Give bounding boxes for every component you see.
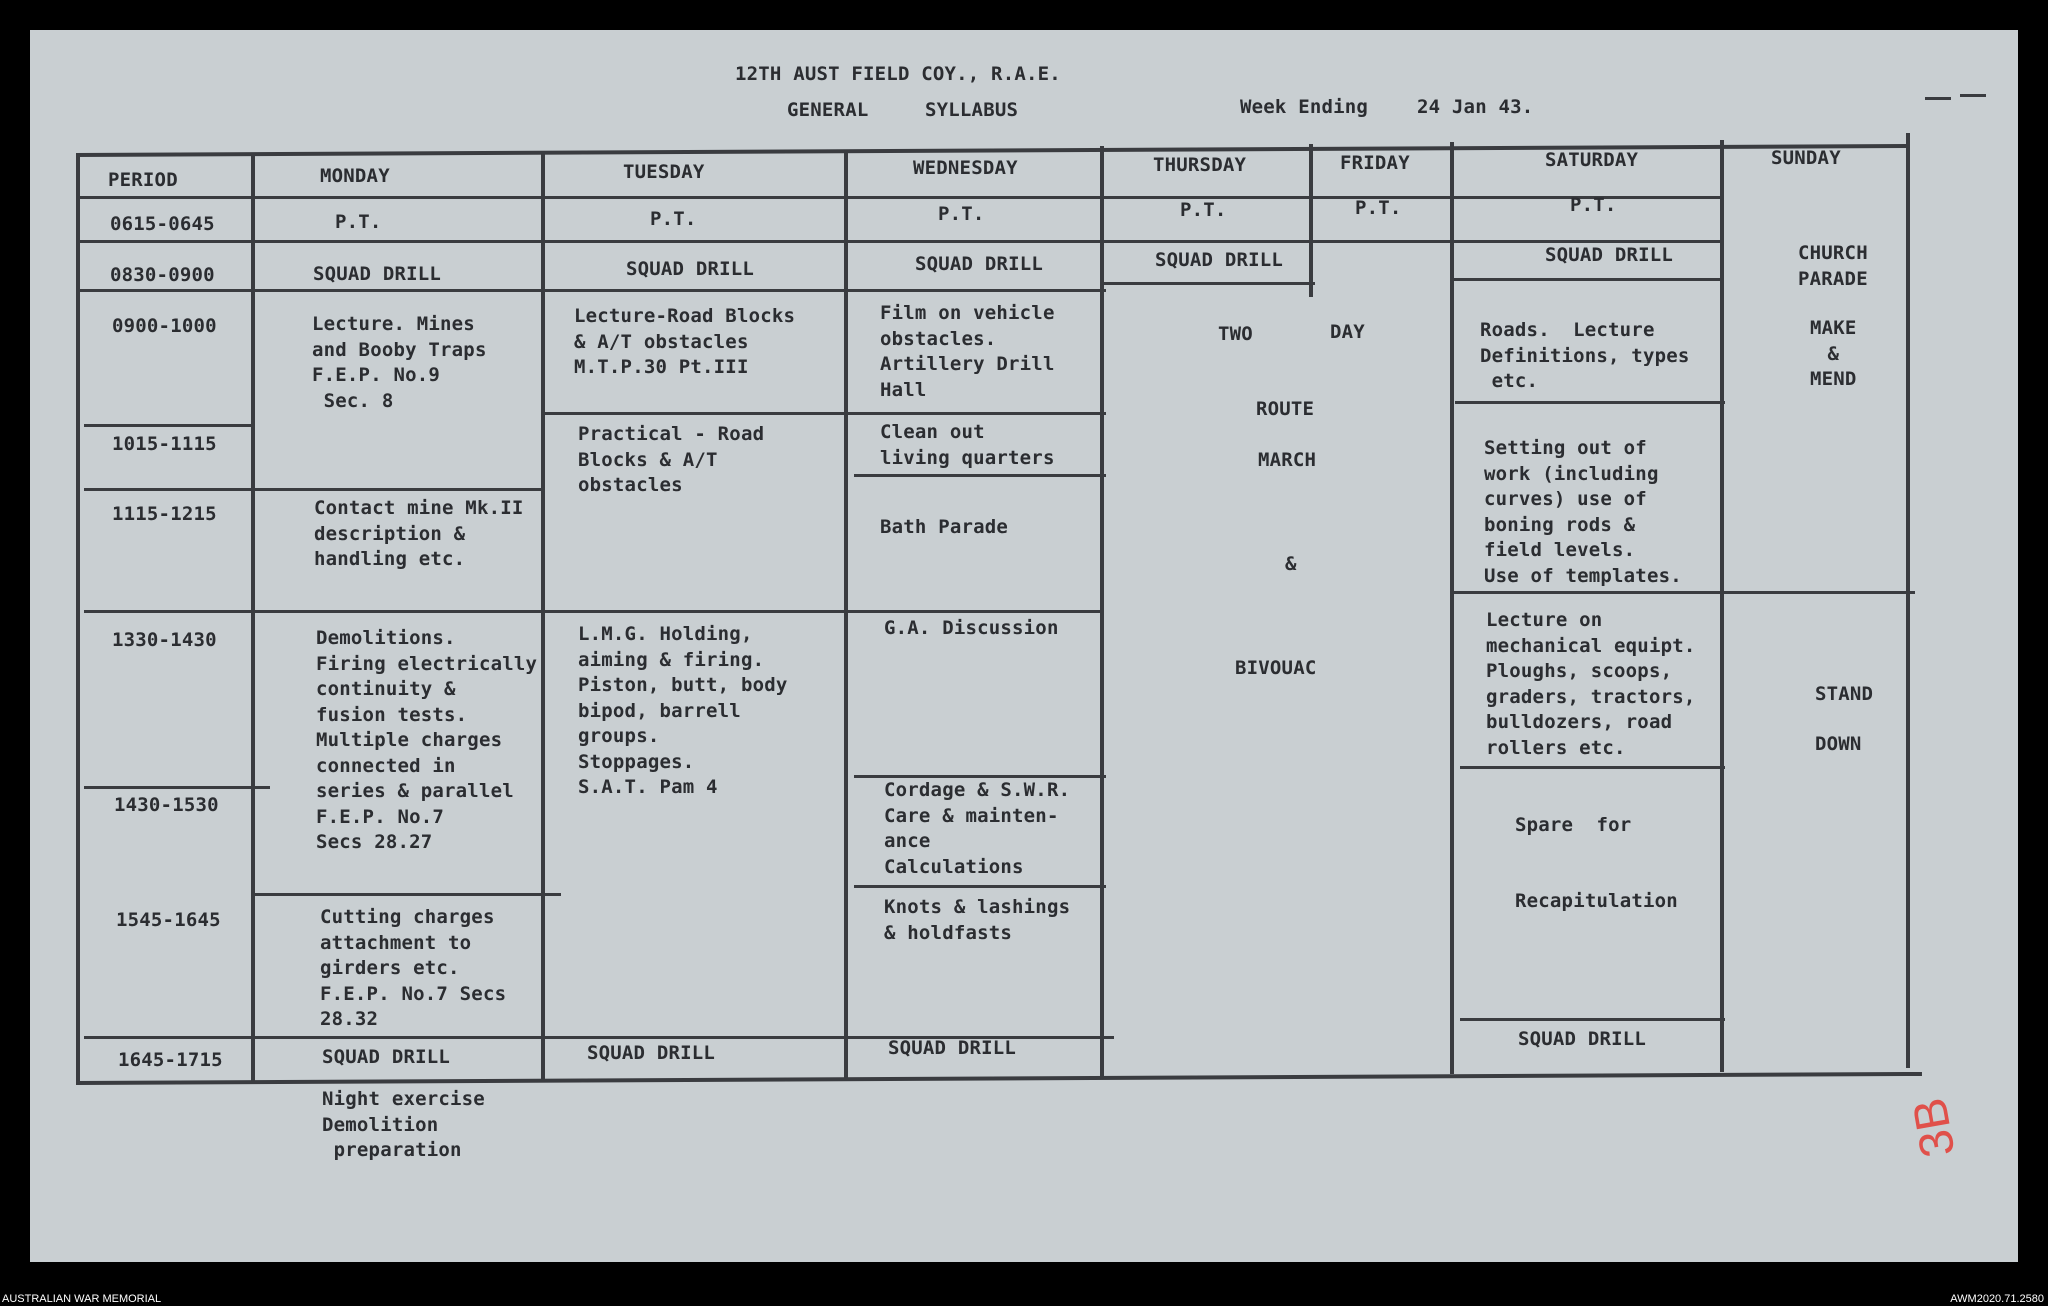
cell-sun-down: DOWN xyxy=(1815,733,1862,755)
cell-tue-1645: SQUAD DRILL xyxy=(587,1042,716,1064)
cell-sun-church: CHURCH PARADE xyxy=(1798,242,1868,290)
cell-sat-1645: SQUAD DRILL xyxy=(1518,1028,1647,1050)
week-ending-date: 24 Jan 43. xyxy=(1417,96,1534,118)
table-left-border xyxy=(76,153,80,1083)
cell-thu-pt: P.T. xyxy=(1180,199,1227,221)
cell-sat-0900: Roads. Lecture Definitions, types etc. xyxy=(1480,319,1690,392)
period-label: 0615-0645 xyxy=(110,213,215,235)
header-saturday: SATURDAY xyxy=(1545,149,1639,171)
cell-mon-1645: SQUAD DRILL xyxy=(322,1046,451,1068)
footer-institution: AUSTRALIAN WAR MEMORIAL xyxy=(2,1293,162,1305)
row-sep xyxy=(1460,766,1725,769)
header-friday: FRIDAY xyxy=(1340,152,1410,174)
header-tuesday: TUESDAY xyxy=(623,161,705,183)
row-sep xyxy=(541,412,1106,415)
cell-wed-0900: Film on vehicle obstacles. Artillery Drill Hall xyxy=(880,302,1055,401)
cell-wed-squad: SQUAD DRILL xyxy=(915,253,1044,275)
period-label: 1115-1215 xyxy=(112,503,217,525)
route-march-bivouac: BIVOUAC xyxy=(1235,657,1317,679)
general-label: GENERAL xyxy=(787,99,869,121)
col-sep xyxy=(1309,144,1313,297)
cell-wed-1015: Clean out living quarters xyxy=(880,421,1055,469)
route-march-two: TWO xyxy=(1218,323,1253,345)
row-sep xyxy=(1450,278,1720,281)
period-label: 0830-0900 xyxy=(110,264,215,286)
cell-sat-pt: P.T. xyxy=(1570,194,1617,216)
header-thursday: THURSDAY xyxy=(1153,154,1247,176)
cell-tue-1330: L.M.G. Holding, aiming & firing. Piston, butt, body bipod, barrell groups. Stoppages. S.A.T. Pam 4 xyxy=(578,623,788,798)
row-sep xyxy=(76,196,1721,199)
cell-wed-1115: Bath Parade xyxy=(880,516,1009,538)
route-march-march: MARCH xyxy=(1258,449,1317,471)
cell-mon-0900: Lecture. Mines and Booby Traps F.E.P. No.9 Sec. 8 xyxy=(312,313,487,412)
cell-sun-stand: STAND xyxy=(1815,683,1874,705)
route-march-day: DAY xyxy=(1330,321,1365,343)
col-sep xyxy=(541,153,545,1082)
period-label: 1645-1715 xyxy=(118,1049,223,1071)
cell-tue-1015: Practical - Road Blocks & A/T obstacles xyxy=(578,423,765,496)
col-sep xyxy=(1450,142,1454,1074)
cell-sat-1015: Setting out of work (including curves) use of boning rods & field levels. Use of templates. xyxy=(1484,437,1682,587)
row-sep xyxy=(1460,1018,1725,1021)
route-march-route: ROUTE xyxy=(1256,398,1315,420)
unit-title: 12TH AUST FIELD COY., R.A.E. xyxy=(735,63,1061,85)
cell-fri-pt: P.T. xyxy=(1355,197,1402,219)
cell-mon-1545: Cutting charges attachment to girders etc. F.E.P. No.7 Secs 28.32 xyxy=(320,906,507,1030)
cell-tue-0900: Lecture-Road Blocks & A/T obstacles M.T.P.30 Pt.III xyxy=(574,305,796,378)
margin-mark xyxy=(1960,94,1986,97)
col-sep xyxy=(1720,140,1724,1072)
cell-wed-1430: Cordage & S.W.R. Care & mainten- ance Calculations xyxy=(884,779,1071,878)
header-wednesday: WEDNESDAY xyxy=(913,157,1018,179)
cell-wed-1330: G.A. Discussion xyxy=(884,617,1059,639)
row-sep xyxy=(84,786,270,789)
route-march-amp: & xyxy=(1285,553,1297,575)
row-sep xyxy=(76,240,1721,243)
cell-mon-1330: Demolitions. Firing electrically continuity & fusion tests. Multiple charges connected in series & parallel F.E.P. No.7 Secs 28.27 xyxy=(316,627,538,853)
cell-sun-make-mend: MAKE & MEND xyxy=(1810,317,1857,390)
period-label: 0900-1000 xyxy=(112,315,217,337)
header-period: PERIOD xyxy=(108,169,178,191)
col-sep xyxy=(251,153,255,1083)
cell-mon-squad: SQUAD DRILL xyxy=(313,263,442,285)
cell-wed-pt: P.T. xyxy=(938,203,985,225)
cell-tue-squad: SQUAD DRILL xyxy=(626,258,755,280)
cell-wed-1645: SQUAD DRILL xyxy=(888,1037,1017,1059)
row-sep xyxy=(84,424,254,427)
footer-accession-number: AWM2020.71.2580 xyxy=(1950,1293,2044,1305)
period-label: 1015-1115 xyxy=(112,433,217,455)
row-sep xyxy=(1455,401,1725,404)
cell-wed-1545: Knots & lashings & holdfasts xyxy=(884,896,1071,944)
cell-sat-1330: Lecture on mechanical equipt. Ploughs, scoops, graders, tractors, bulldozers, road rollers etc. xyxy=(1486,609,1696,759)
header-sunday: SUNDAY xyxy=(1771,147,1841,169)
syllabus-label: SYLLABUS xyxy=(925,99,1019,121)
table-right-border xyxy=(1906,133,1910,1068)
period-label: 1430-1530 xyxy=(114,794,219,816)
row-sep xyxy=(84,488,544,491)
row-sep xyxy=(1450,591,1915,594)
week-ending-label: Week Ending xyxy=(1240,96,1369,118)
note-night-exercise: Night exercise Demolition preparation xyxy=(322,1088,485,1161)
cell-sat-recap: Recapitulation xyxy=(1515,890,1678,912)
cell-mon-pt: P.T. xyxy=(335,211,382,233)
handwritten-page-number: 3B xyxy=(1903,1093,1966,1162)
cell-sat-squad: SQUAD DRILL xyxy=(1545,244,1674,266)
row-sep xyxy=(251,893,561,896)
margin-mark xyxy=(1925,97,1951,100)
row-sep xyxy=(84,610,1104,613)
cell-sat-spare: Spare for xyxy=(1515,814,1632,836)
period-label: 1330-1430 xyxy=(112,629,217,651)
row-sep xyxy=(1100,282,1315,285)
row-sep xyxy=(854,885,1106,888)
header-monday: MONDAY xyxy=(320,165,390,187)
row-sep xyxy=(76,289,1106,292)
cell-mon-1115: Contact mine Mk.II description & handling etc. xyxy=(314,497,524,570)
cell-thu-squad: SQUAD DRILL xyxy=(1155,249,1284,271)
row-sep xyxy=(854,474,1106,477)
cell-tue-pt: P.T. xyxy=(650,208,697,230)
period-label: 1545-1645 xyxy=(116,909,221,931)
